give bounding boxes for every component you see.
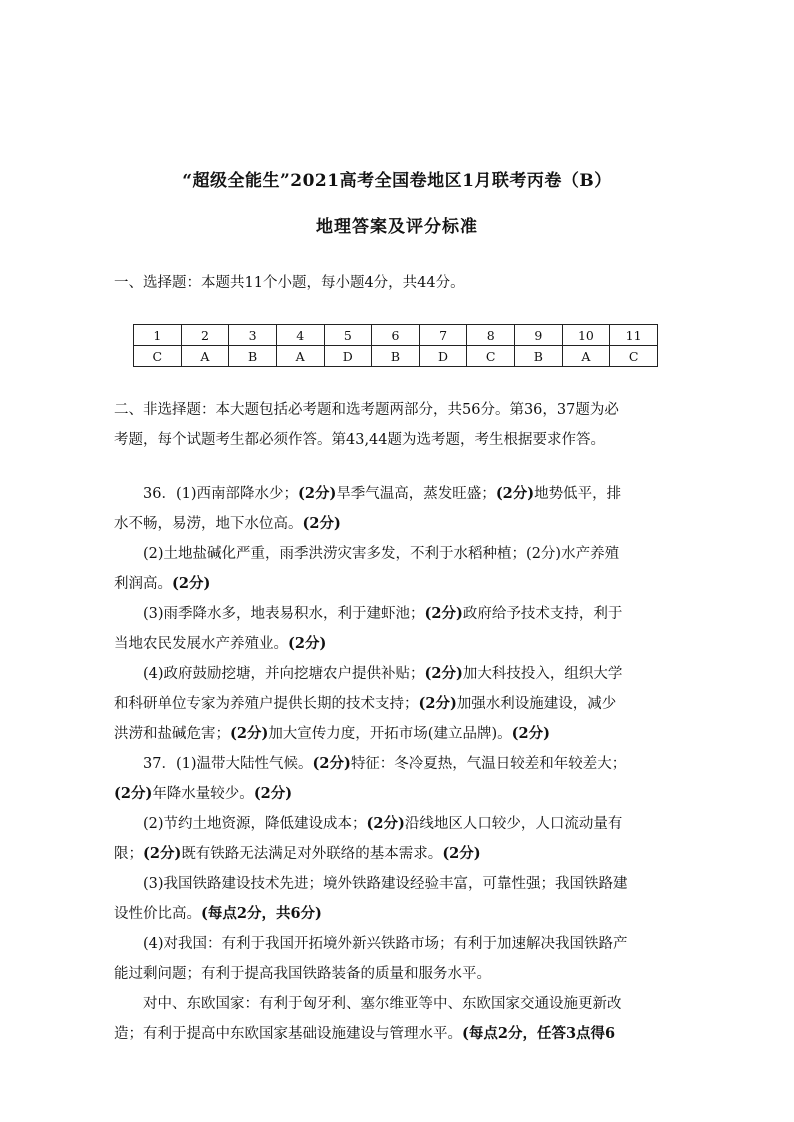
q36-part4 bbox=[114, 659, 686, 749]
answer-text: 设性价比高。 bbox=[114, 906, 201, 922]
answer-text: (3)雨季降水多，地表易积水，利于建虾池； bbox=[143, 606, 425, 622]
answer-text: 限； bbox=[114, 846, 143, 862]
answer-cell: B bbox=[515, 346, 563, 367]
question-37 bbox=[114, 749, 686, 1049]
answer-cell: A bbox=[276, 346, 324, 367]
q37-part1 bbox=[114, 749, 686, 809]
answer-text: 加大科技投入，组织大学 bbox=[462, 666, 623, 682]
question-number-cell: 5 bbox=[324, 325, 372, 346]
q36-part1 bbox=[114, 479, 686, 539]
answer-text: (2)节约土地资源，降低建设成本； bbox=[143, 816, 367, 832]
answer-table-number-row bbox=[134, 325, 658, 346]
answer-text: 利润高。 bbox=[114, 576, 172, 592]
answer-cell: B bbox=[372, 346, 420, 367]
question-number-cell: 2 bbox=[181, 325, 229, 346]
score-mark: (2分) bbox=[511, 725, 550, 742]
score-mark: (2分) bbox=[312, 755, 351, 772]
answer-text: 政府给予技术支持，利于 bbox=[462, 606, 623, 622]
score-mark: (2分) bbox=[495, 485, 535, 502]
answer-text: 水不畅，易涝，地下水位高。 bbox=[114, 516, 303, 532]
score-mark: (2分) bbox=[298, 485, 337, 502]
answer-cell: A bbox=[562, 346, 610, 367]
q36-part3 bbox=[114, 599, 686, 659]
section2-intro bbox=[114, 395, 686, 455]
question-number-cell: 8 bbox=[467, 325, 515, 346]
answer-text: 加大宣传力度，开拓市场(建立品牌)。 bbox=[268, 726, 512, 742]
answer-cell: D bbox=[419, 346, 467, 367]
answer-cell: A bbox=[181, 346, 229, 367]
answer-text: 造；有利于提高中东欧国家基础设施建设与管理水平。 bbox=[114, 1026, 462, 1042]
answer-text: (4)对我国：有利于我国开拓境外新兴铁路市场；有利于加速解决我国铁路产 bbox=[143, 936, 628, 952]
score-mark: (2分) bbox=[114, 785, 153, 802]
q37-part4 bbox=[114, 929, 686, 989]
question-36 bbox=[114, 479, 686, 749]
q36-part2 bbox=[114, 539, 686, 599]
answer-text: 和科研单位专家为养殖户提供长期的技术支持； bbox=[114, 696, 419, 712]
section1-heading: 一、选择题：本题共11个小题，每小题4分，共44分。 bbox=[114, 275, 465, 291]
answer-text: 能过剩问题；有利于提高我国铁路装备的质量和服务水平。 bbox=[114, 966, 491, 982]
page-subtitle: 地理答案及评分标准 bbox=[316, 217, 478, 237]
question-number-cell: 4 bbox=[276, 325, 324, 346]
question-number-cell: 9 bbox=[515, 325, 563, 346]
answer-cell: D bbox=[324, 346, 372, 367]
page-title: “超级全能生”2021高考全国卷地区1月联考丙卷（B） bbox=[182, 171, 612, 191]
answer-text: 特征：冬冷夏热，气温日较差和年较差大； bbox=[350, 756, 627, 772]
answer-text: 旱季气温高，蒸发旺盛； bbox=[336, 486, 496, 502]
q37-part3 bbox=[114, 869, 686, 929]
score-mark: (2分) bbox=[143, 845, 182, 862]
score-mark: (2分) bbox=[302, 515, 341, 532]
q37-part5 bbox=[114, 989, 686, 1049]
answer-text: 当地农民发展水产养殖业。 bbox=[114, 636, 288, 652]
question-number-cell: 1 bbox=[134, 325, 182, 346]
answer-table bbox=[133, 324, 658, 367]
answer-text: (2)土地盐碱化严重，雨季洪涝灾害多发，不利于水稻种植；(2分)水产养殖 bbox=[143, 546, 620, 562]
question-number-cell: 10 bbox=[562, 325, 610, 346]
answer-text: 对中、东欧国家：有利于匈牙利、塞尔维亚等中、东欧国家交通设施更新改 bbox=[143, 996, 622, 1012]
answer-text: 年降水量较少。 bbox=[152, 786, 254, 802]
score-mark: (2分) bbox=[424, 665, 463, 682]
score-mark: (每点2分，任答3点得6 bbox=[462, 1025, 616, 1042]
question-number-cell: 3 bbox=[229, 325, 277, 346]
answer-text: 37．(1)温带大陆性气候。 bbox=[143, 756, 313, 772]
question-number-cell: 7 bbox=[419, 325, 467, 346]
question-number-cell: 11 bbox=[610, 325, 658, 346]
score-mark: (2分) bbox=[418, 695, 457, 712]
score-mark: (2分) bbox=[366, 815, 405, 832]
question-number-cell: 6 bbox=[372, 325, 420, 346]
score-mark: (2分) bbox=[230, 725, 269, 742]
section2-line: 二、非选择题：本大题包括必考题和选考题两部分，共56分。第36，37题为必 bbox=[114, 402, 619, 418]
answer-cell: C bbox=[134, 346, 182, 367]
score-mark: (每点2分，共6分) bbox=[201, 905, 322, 922]
score-mark: (2分) bbox=[288, 635, 327, 652]
answer-text: (3)我国铁路建设技术先进；境外铁路建设经验丰富，可靠性强；我国铁路建 bbox=[143, 876, 628, 892]
answer-text: 既有铁路无法满足对外联络的基本需求。 bbox=[181, 846, 443, 862]
answer-text: (4)政府鼓励挖塘，并向挖塘农户提供补贴； bbox=[143, 666, 425, 682]
answer-text: 加强水利设施建设，减少 bbox=[456, 696, 617, 712]
answer-text: 洪涝和盐碱危害； bbox=[114, 726, 230, 742]
score-mark: (2分) bbox=[442, 845, 481, 862]
answer-cell: B bbox=[229, 346, 277, 367]
answer-table-answer-row bbox=[134, 346, 658, 367]
answer-text: 沿线地区人口较少，人口流动量有 bbox=[404, 816, 623, 832]
answer-text: 地势低平，排 bbox=[534, 486, 622, 502]
score-mark: (2分) bbox=[424, 605, 463, 622]
answer-text: 36．(1)西南部降水少； bbox=[143, 486, 298, 502]
answer-cell: C bbox=[610, 346, 658, 367]
score-mark: (2分) bbox=[253, 785, 293, 802]
score-mark: (2分) bbox=[172, 575, 211, 592]
q37-part2 bbox=[114, 809, 686, 869]
section2-line: 考题，每个试题考生都必须作答。第43,44题为选考题，考生根据要求作答。 bbox=[114, 432, 606, 448]
answer-cell: C bbox=[467, 346, 515, 367]
